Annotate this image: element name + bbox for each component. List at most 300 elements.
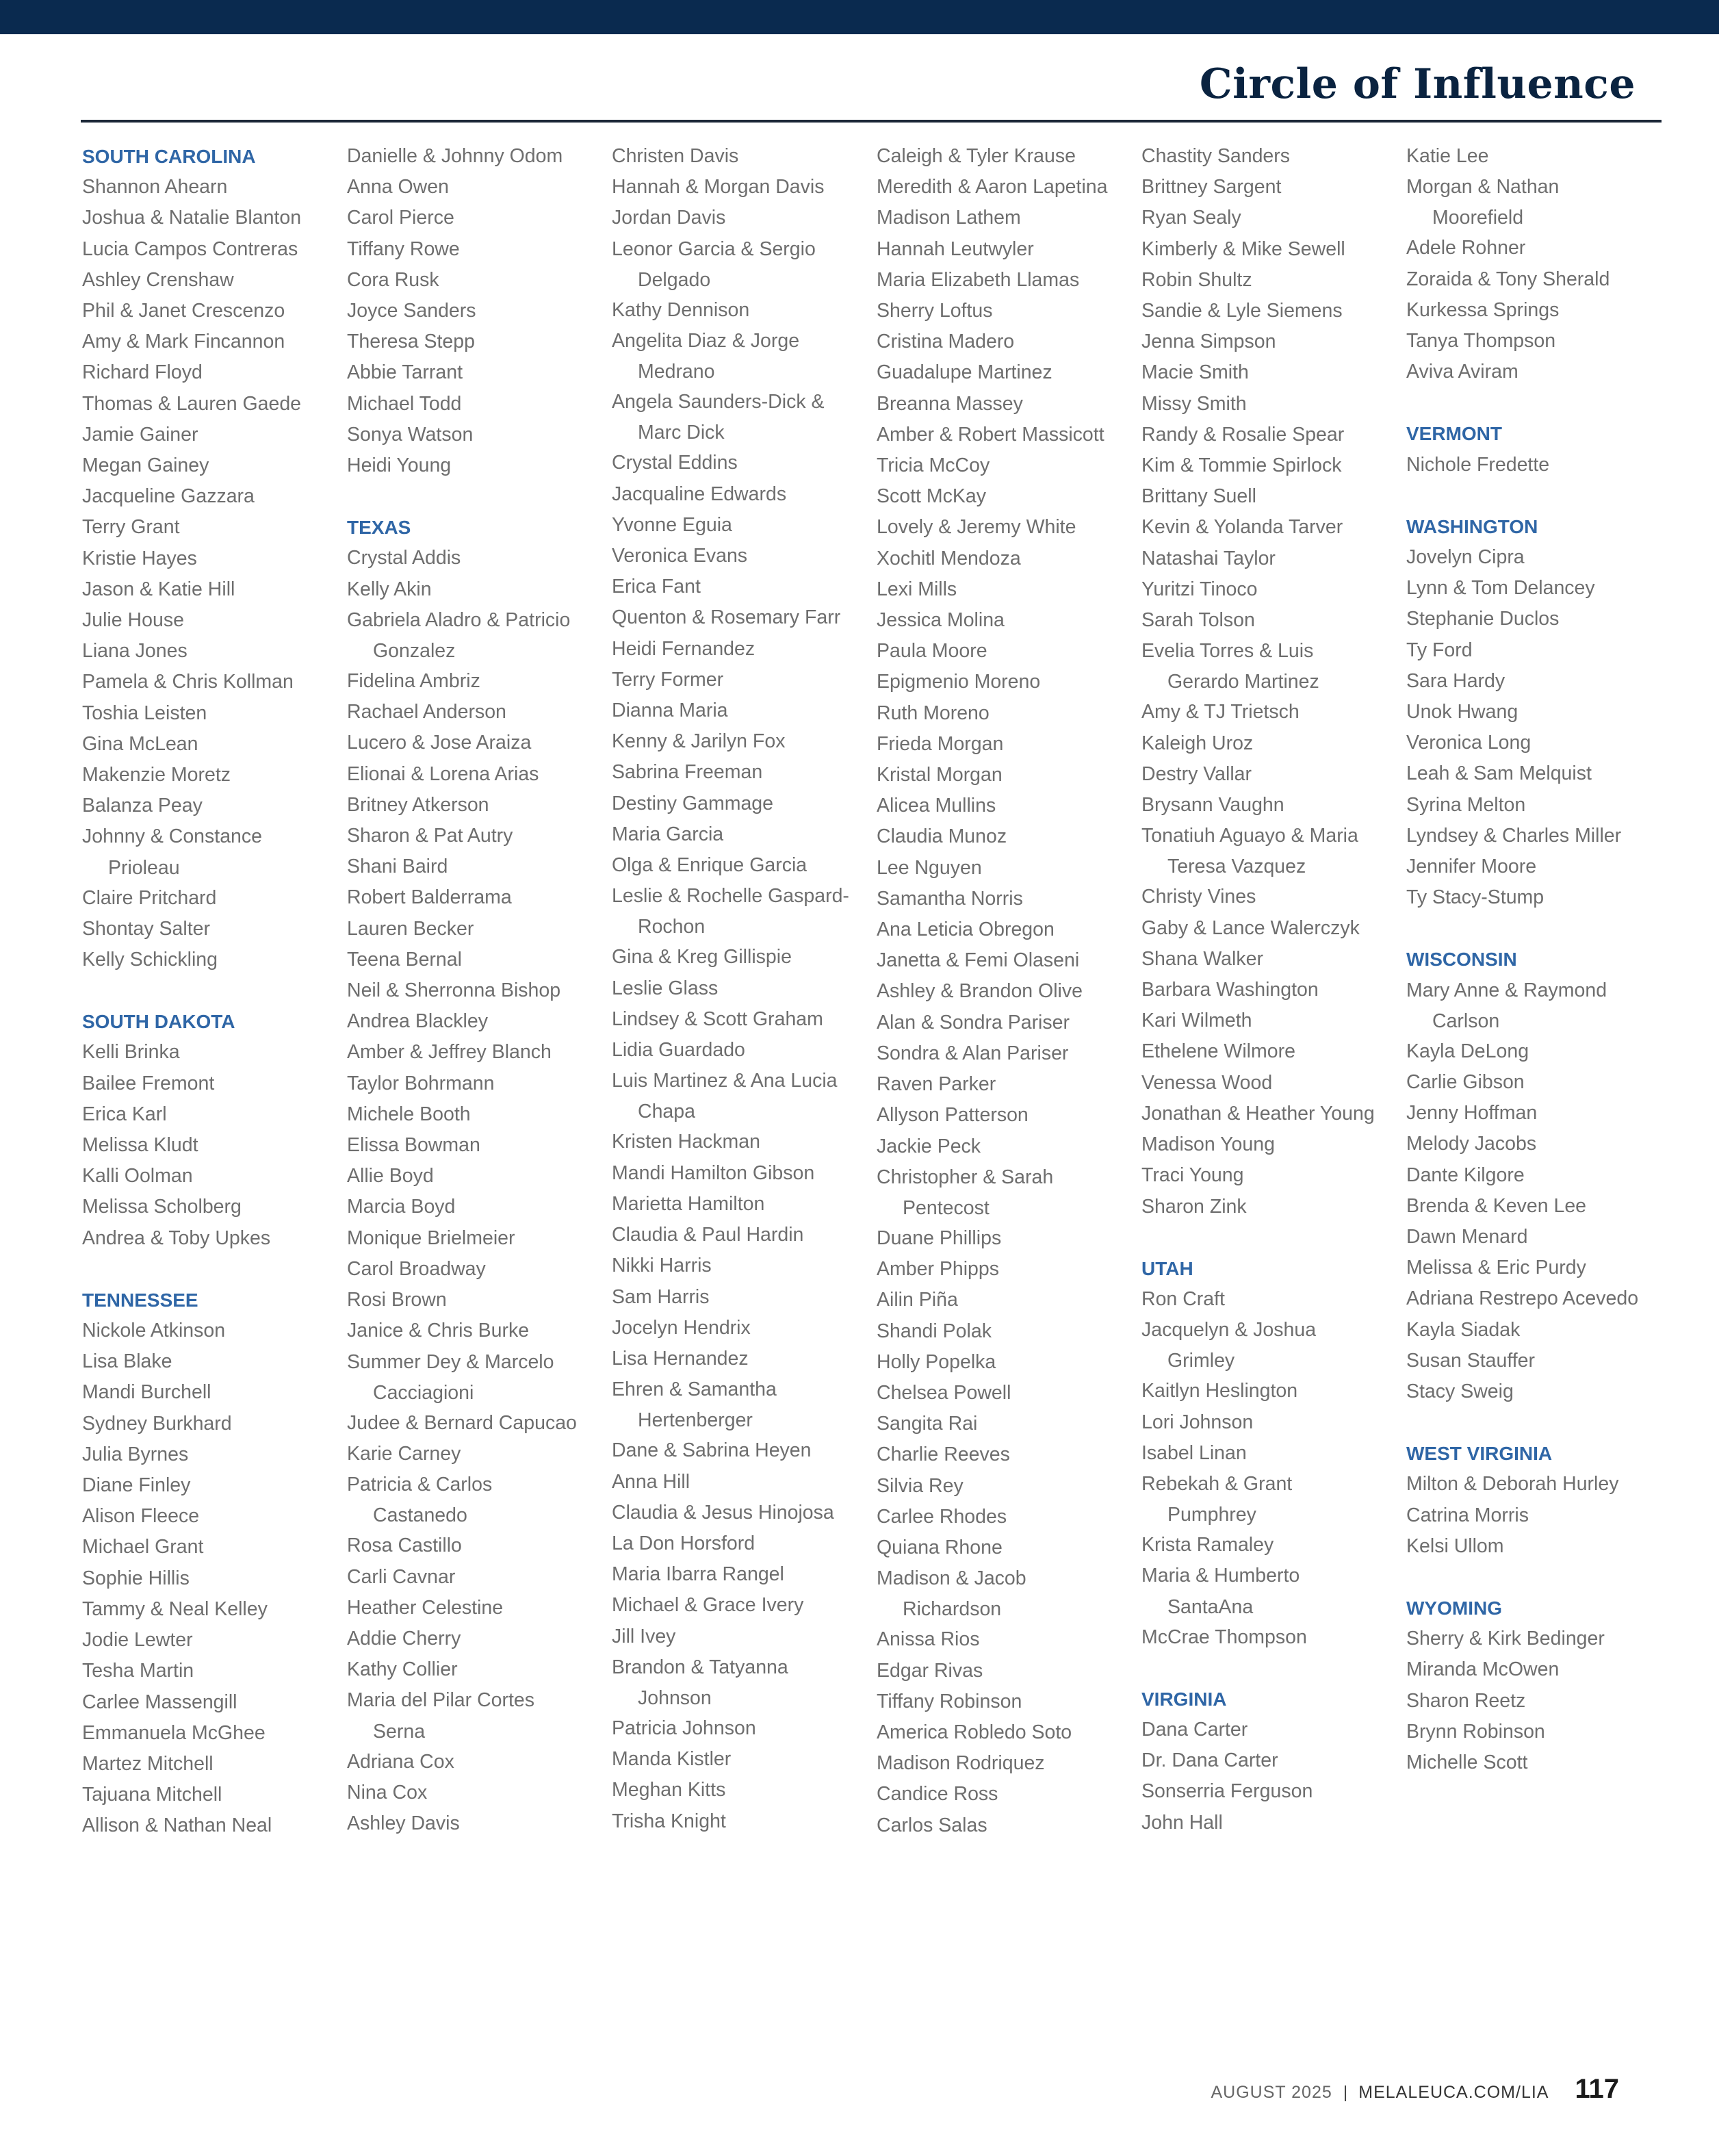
name-continuation-line: Moorefield: [1432, 207, 1524, 229]
name-line: Sara Hardy: [1406, 669, 1505, 692]
member-name: [347, 326, 607, 357]
member-name: [347, 1223, 607, 1254]
member-name: [347, 1747, 607, 1778]
name-line: Kimberly & Mike Sewell: [1141, 238, 1345, 260]
member-name: [1406, 604, 1666, 634]
name-continuation-line: SantaAna: [1167, 1595, 1254, 1618]
name-line: Christen Davis: [612, 145, 739, 167]
member-name: [347, 790, 607, 821]
member-name: [1406, 264, 1666, 295]
member-name: [1141, 1469, 1401, 1530]
name-line: Edgar Rivas: [877, 1659, 983, 1682]
name-line: Ethelene Wilmore: [1141, 1040, 1295, 1063]
member-name: [1141, 697, 1401, 728]
member-name: [612, 234, 872, 295]
name-continuation-line: Gonzalez: [373, 640, 456, 663]
name-line: Anissa Rios: [877, 1628, 980, 1651]
name-line: Madison Lathem: [877, 207, 1021, 229]
name-line: Allyson Patterson: [877, 1104, 1029, 1127]
name-line: Shana Walker: [1141, 947, 1263, 970]
member-name: [1141, 1407, 1401, 1438]
name-continuation-line: Medrano: [638, 361, 715, 383]
name-line: Summer Dey & Marcelo: [347, 1350, 554, 1373]
name-line: Venessa Wood: [1141, 1071, 1273, 1094]
member-name: [612, 1066, 872, 1127]
name-line: Diane Finley: [82, 1474, 191, 1497]
name-line: Carlee Rhodes: [877, 1505, 1007, 1528]
name-line: Dr. Dana Carter: [1141, 1749, 1278, 1772]
member-name: [1141, 975, 1401, 1005]
name-line: Mandi Hamilton Gibson: [612, 1162, 815, 1184]
member-name: [612, 1775, 872, 1806]
name-line: Jennifer Moore: [1406, 856, 1537, 878]
name-line: Megan Gainey: [82, 454, 209, 477]
name-line: Brenda & Keven Lee: [1406, 1194, 1587, 1217]
member-name: [1141, 1530, 1401, 1561]
member-name: [1406, 1315, 1666, 1346]
name-line: Adele Rohner: [1406, 237, 1526, 259]
member-name: [82, 1718, 342, 1749]
name-line: Melissa Scholberg: [82, 1196, 242, 1218]
member-name: [612, 973, 872, 1004]
member-name: [1141, 450, 1401, 481]
name-line: Makenzie Moretz: [82, 764, 231, 786]
page-footer: [1211, 2074, 1619, 2105]
member-name: [877, 1285, 1137, 1316]
name-line: Marcia Boyd: [347, 1196, 456, 1218]
member-name: [347, 666, 607, 697]
member-name: [1406, 882, 1666, 913]
name-line: Carli Cavnar: [347, 1565, 456, 1588]
member-name: [877, 1347, 1137, 1378]
member-name: [877, 884, 1137, 914]
name-line: Jocelyn Hendrix: [612, 1316, 751, 1339]
member-name: [1406, 1747, 1666, 1778]
member-name: [82, 1687, 342, 1718]
name-line: Xochitl Mendoza: [877, 547, 1021, 569]
member-name: [612, 757, 872, 788]
member-name: [347, 1654, 607, 1685]
name-line: Traci Young: [1141, 1164, 1244, 1187]
name-line: Rebekah & Grant: [1141, 1472, 1293, 1495]
name-line: Ruth Moreno: [877, 702, 990, 724]
member-name: [612, 1250, 872, 1281]
name-line: Amy & TJ Trietsch: [1141, 701, 1300, 723]
member-name: [1406, 1283, 1666, 1314]
name-line: Ehren & Samantha: [612, 1378, 777, 1401]
member-name: [347, 1685, 607, 1746]
member-name: [1406, 233, 1666, 264]
name-line: Sonserria Ferguson: [1141, 1780, 1313, 1803]
member-name: [612, 942, 872, 973]
name-line: Trisha Knight: [612, 1810, 726, 1832]
member-name: [82, 450, 342, 481]
member-name: [82, 1377, 342, 1408]
member-name: [82, 729, 342, 760]
member-name: [612, 203, 872, 233]
name-line: Ashley & Brandon Olive: [877, 980, 1083, 1003]
name-line: Kaleigh Uroz: [1141, 732, 1254, 754]
member-name: [877, 1008, 1137, 1038]
name-line: Leslie Glass: [612, 977, 719, 999]
member-name: [877, 389, 1137, 420]
name-line: Patricia Johnson: [612, 1717, 756, 1739]
name-line: Maria & Humberto: [1141, 1565, 1300, 1587]
member-name: [82, 667, 342, 697]
member-name: [1141, 234, 1401, 265]
member-name: [1406, 1222, 1666, 1253]
name-line: Maria Garcia: [612, 823, 724, 845]
name-line: Janice & Chris Burke: [347, 1320, 530, 1342]
name-line: Duane Phillips: [877, 1227, 1002, 1249]
member-name: [1406, 821, 1666, 851]
member-name: [347, 728, 607, 758]
member-name: [347, 389, 607, 420]
member-name: [1406, 573, 1666, 604]
member-name: [1406, 635, 1666, 666]
name-line: Isabel Linan: [1141, 1441, 1247, 1464]
member-name: [347, 1408, 607, 1439]
name-line: Erica Fant: [612, 576, 701, 598]
name-line: Dante Kilgore: [1406, 1164, 1525, 1186]
name-line: Guadalupe Martinez: [877, 361, 1052, 384]
member-name: [1141, 759, 1401, 790]
member-name: [877, 1563, 1137, 1624]
column-1: [82, 141, 342, 1873]
state-section-tennessee: [82, 1285, 342, 1842]
name-line: Lucia Campos Contreras: [82, 238, 298, 260]
page-title: Circle of Influence: [1199, 60, 1636, 108]
name-line: Rosa Castillo: [347, 1535, 462, 1557]
name-line: Toshia Leisten: [82, 702, 207, 724]
name-line: Alicea Mullins: [877, 795, 996, 817]
member-name: [82, 296, 342, 326]
name-line: Heather Celestine: [347, 1596, 504, 1619]
member-name: [877, 667, 1137, 697]
member-name: [1406, 851, 1666, 882]
member-name: [612, 1467, 872, 1498]
name-line: Maria del Pilar Cortes: [347, 1689, 535, 1712]
member-name: [877, 1223, 1137, 1254]
name-line: Kristal Morgan: [877, 764, 1003, 786]
name-line: Danielle & Johnny Odom: [347, 145, 563, 167]
member-name: [877, 1779, 1137, 1810]
name-continuation-line: Castanedo: [373, 1504, 467, 1527]
name-line: Alan & Sondra Pariser: [877, 1011, 1070, 1034]
member-name: [82, 914, 342, 945]
name-line: Claudia Munoz: [877, 825, 1007, 848]
member-name: [82, 420, 342, 450]
member-name: [612, 695, 872, 726]
state-section-continued: [877, 141, 1137, 1841]
name-line: Sharon Zink: [1141, 1195, 1247, 1218]
member-name: [1406, 1129, 1666, 1159]
name-line: Catrina Morris: [1406, 1504, 1529, 1526]
name-continuation-line: Carlson: [1432, 1010, 1500, 1032]
member-name: [82, 357, 342, 388]
member-name: [612, 1590, 872, 1621]
member-name: [347, 975, 607, 1006]
member-name: [82, 326, 342, 357]
name-line: Zoraida & Tony Sherald: [1406, 268, 1610, 290]
name-line: Thomas & Lauren Gaede: [82, 392, 302, 415]
name-line: Raven Parker: [877, 1073, 996, 1096]
member-name: [1141, 1005, 1401, 1036]
member-name: [877, 234, 1137, 265]
member-name: [612, 479, 872, 510]
member-name: [347, 851, 607, 882]
title-divider: [81, 120, 1662, 123]
member-name: [877, 1100, 1137, 1131]
name-continuation-line: Pumphrey: [1167, 1504, 1256, 1526]
name-line: Kathy Dennison: [612, 298, 750, 321]
member-name: [347, 1285, 607, 1316]
state-heading: VIRGINIA: [1141, 1688, 1227, 1710]
member-name: [877, 636, 1137, 667]
member-name: [877, 420, 1137, 450]
member-name: [347, 450, 607, 481]
name-line: Robert Balderrama: [347, 886, 512, 909]
member-name: [1406, 1500, 1666, 1531]
member-name: [347, 759, 607, 790]
member-name: [877, 1717, 1137, 1748]
member-name: [877, 1532, 1137, 1563]
name-line: Caleigh & Tyler Krause: [877, 145, 1076, 167]
member-name: [1141, 605, 1401, 636]
name-line: Jill Ivey: [612, 1625, 676, 1647]
member-name: [82, 1625, 342, 1656]
member-name: [1406, 1717, 1666, 1747]
name-line: Manda Kistler: [612, 1748, 732, 1771]
state-section-wyoming: [1406, 1593, 1666, 1778]
name-line: Mandi Burchell: [82, 1381, 211, 1404]
name-line: Sondra & Alan Pariser: [877, 1042, 1069, 1064]
name-line: Christopher & Sarah: [877, 1166, 1054, 1188]
name-line: Rachael Anderson: [347, 701, 506, 723]
name-line: Jovelyn Cipra: [1406, 546, 1525, 568]
state-heading: SOUTH DAKOTA: [82, 1011, 235, 1033]
name-line: Luis Martinez & Ana Lucia: [612, 1070, 838, 1092]
name-line: Ashley Davis: [347, 1812, 460, 1834]
member-name: [612, 1344, 872, 1374]
name-line: Lisa Hernandez: [612, 1347, 749, 1370]
name-continuation-line: Grimley: [1167, 1350, 1235, 1372]
member-name: [612, 510, 872, 541]
name-line: Julia Byrnes: [82, 1443, 189, 1465]
name-line: Destiny Gammage: [612, 792, 774, 814]
name-line: Madison Rodriquez: [877, 1752, 1045, 1775]
name-line: Addie Cherry: [347, 1627, 461, 1650]
member-name: [1141, 882, 1401, 912]
name-line: Lidia Guardado: [612, 1039, 745, 1062]
name-line: Kenny & Jarilyn Fox: [612, 730, 786, 753]
member-name: [612, 1528, 872, 1559]
name-line: Quiana Rhone: [877, 1536, 1003, 1558]
member-name: [1141, 1160, 1401, 1191]
name-line: Leonor Garcia & Sergio: [612, 238, 816, 260]
name-line: Brittany Suell: [1141, 485, 1256, 508]
name-line: Dana Carter: [1141, 1718, 1248, 1741]
name-line: Krista Ramaley: [1141, 1534, 1274, 1556]
state-section-virginia: [1141, 1684, 1401, 1838]
name-line: Judee & Bernard Capucao: [347, 1411, 577, 1434]
name-line: McCrae Thompson: [1141, 1626, 1307, 1648]
member-name: [347, 914, 607, 945]
member-name: [612, 295, 872, 326]
name-line: Jacquelyn & Joshua: [1141, 1319, 1317, 1342]
member-name: [82, 512, 342, 543]
name-line: Randy & Rosalie Spear: [1141, 423, 1345, 446]
member-name: [612, 850, 872, 881]
member-name: [347, 1530, 607, 1561]
top-banner-bar: [0, 0, 1719, 34]
member-name: [877, 1069, 1137, 1100]
state-heading: UTAH: [1141, 1257, 1193, 1279]
name-line: Aviva Aviram: [1406, 361, 1518, 383]
member-name: [347, 1624, 607, 1654]
name-line: Meghan Kitts: [612, 1779, 726, 1801]
member-name: [1406, 141, 1666, 172]
member-name: [1406, 542, 1666, 573]
member-name: [1141, 1192, 1401, 1222]
name-line: Maria Ibarra Rangel: [612, 1563, 784, 1586]
member-name: [347, 1254, 607, 1285]
name-line: Allison & Nathan Neal: [82, 1814, 272, 1837]
name-line: Shandi Polak: [877, 1320, 992, 1342]
name-line: Nina Cox: [347, 1781, 428, 1804]
member-name: [877, 1409, 1137, 1439]
name-line: Joyce Sanders: [347, 300, 476, 322]
member-name: [612, 665, 872, 695]
name-line: Shannon Ahearn: [82, 176, 228, 198]
member-name: [347, 1037, 607, 1068]
member-name: [347, 1099, 607, 1130]
name-line: Kelli Brinka: [82, 1041, 180, 1064]
member-name: [877, 450, 1137, 481]
state-section-west-virginia: [1406, 1438, 1666, 1562]
member-name: [1141, 1068, 1401, 1099]
name-line: Silvia Rey: [877, 1474, 964, 1497]
state-heading: WEST VIRGINIA: [1406, 1443, 1553, 1465]
name-line: Martez Mitchell: [82, 1752, 214, 1775]
member-name: [877, 481, 1137, 512]
member-name: [347, 605, 607, 666]
member-name: [347, 1562, 607, 1593]
name-line: Sherry & Kirk Bedinger: [1406, 1628, 1605, 1650]
name-line: Ailin Piña: [877, 1289, 958, 1311]
member-name: [1141, 1715, 1401, 1745]
member-name: [612, 1435, 872, 1466]
name-line: Kathy Collier: [347, 1658, 458, 1681]
member-name: [82, 172, 342, 203]
member-name: [1406, 1067, 1666, 1098]
name-line: Ty Stacy-Stump: [1406, 886, 1544, 909]
member-name: [1141, 1808, 1401, 1838]
name-line: Neil & Sherronna Bishop: [347, 979, 561, 1002]
name-line: Angelita Diaz & Jorge: [612, 330, 800, 352]
name-line: Abbie Tarrant: [347, 361, 463, 384]
name-line: Johnny & Constance: [82, 825, 262, 848]
member-name: [82, 1749, 342, 1780]
member-name: [877, 1162, 1137, 1223]
name-line: Andrea Blackley: [347, 1010, 488, 1033]
member-name: [877, 172, 1137, 203]
member-name: [347, 1192, 607, 1222]
name-line: Theresa Stepp: [347, 331, 475, 353]
member-name: [1141, 944, 1401, 975]
member-name: [877, 729, 1137, 760]
member-name: [612, 448, 872, 478]
name-line: Scott McKay: [877, 485, 986, 508]
member-name: [877, 1316, 1137, 1347]
member-name: [1141, 1622, 1401, 1653]
state-heading: WISCONSIN: [1406, 949, 1517, 971]
state-section-utah: [1141, 1253, 1401, 1653]
name-continuation-line: Pentecost: [903, 1196, 990, 1219]
member-name: [82, 481, 342, 512]
name-line: Gaby & Lance Walerczyk: [1141, 916, 1360, 939]
member-name: [1406, 1624, 1666, 1654]
member-name: [1406, 295, 1666, 326]
member-name: [877, 914, 1137, 945]
member-name: [1406, 450, 1666, 480]
name-line: Michael Grant: [82, 1536, 204, 1558]
member-name: [1406, 1531, 1666, 1562]
member-name: [82, 698, 342, 729]
member-name: [82, 1470, 342, 1501]
name-line: Jodie Lewter: [82, 1629, 193, 1652]
state-section-continued: [347, 141, 607, 481]
footer-separator: |: [1343, 2083, 1348, 2102]
name-line: Michele Booth: [347, 1103, 471, 1125]
member-name: [1141, 1036, 1401, 1067]
name-line: Natashai Taylor: [1141, 547, 1276, 569]
name-line: Michael Todd: [347, 392, 462, 415]
name-line: Lori Johnson: [1141, 1411, 1254, 1433]
member-name: [1406, 1191, 1666, 1222]
member-name: [1406, 1036, 1666, 1067]
member-name: [877, 1656, 1137, 1686]
name-line: Jackie Peck: [877, 1135, 981, 1157]
member-name: [1141, 1438, 1401, 1469]
name-line: Veronica Evans: [612, 545, 748, 567]
name-line: Robin Shultz: [1141, 268, 1252, 291]
member-name: [82, 1810, 342, 1841]
member-name: [347, 1439, 607, 1470]
name-line: Amber Phipps: [877, 1258, 1000, 1281]
name-line: Claudia & Paul Hardin: [612, 1224, 804, 1246]
name-continuation-line: Rochon: [638, 916, 706, 938]
name-line: Milton & Deborah Hurley: [1406, 1473, 1619, 1496]
member-name: [347, 945, 607, 975]
member-name: [347, 141, 607, 172]
name-line: Breanna Massey: [877, 392, 1023, 415]
name-line: Dianna Maria: [612, 700, 728, 722]
name-line: Marietta Hamilton: [612, 1192, 765, 1215]
member-name: [612, 1713, 872, 1744]
member-name: [82, 760, 342, 791]
name-line: Unok Hwang: [1406, 701, 1518, 723]
member-name: [612, 1035, 872, 1066]
name-line: Gina & Kreg Gillispie: [612, 946, 792, 968]
column-4: [877, 141, 1137, 1872]
member-name: [347, 1593, 607, 1624]
member-name: [82, 605, 342, 636]
name-line: Chastity Sanders: [1141, 145, 1291, 167]
name-line: Andrea & Toby Upkes: [82, 1227, 271, 1249]
name-line: Kristie Hayes: [82, 547, 197, 569]
name-line: Christy Vines: [1141, 886, 1256, 908]
